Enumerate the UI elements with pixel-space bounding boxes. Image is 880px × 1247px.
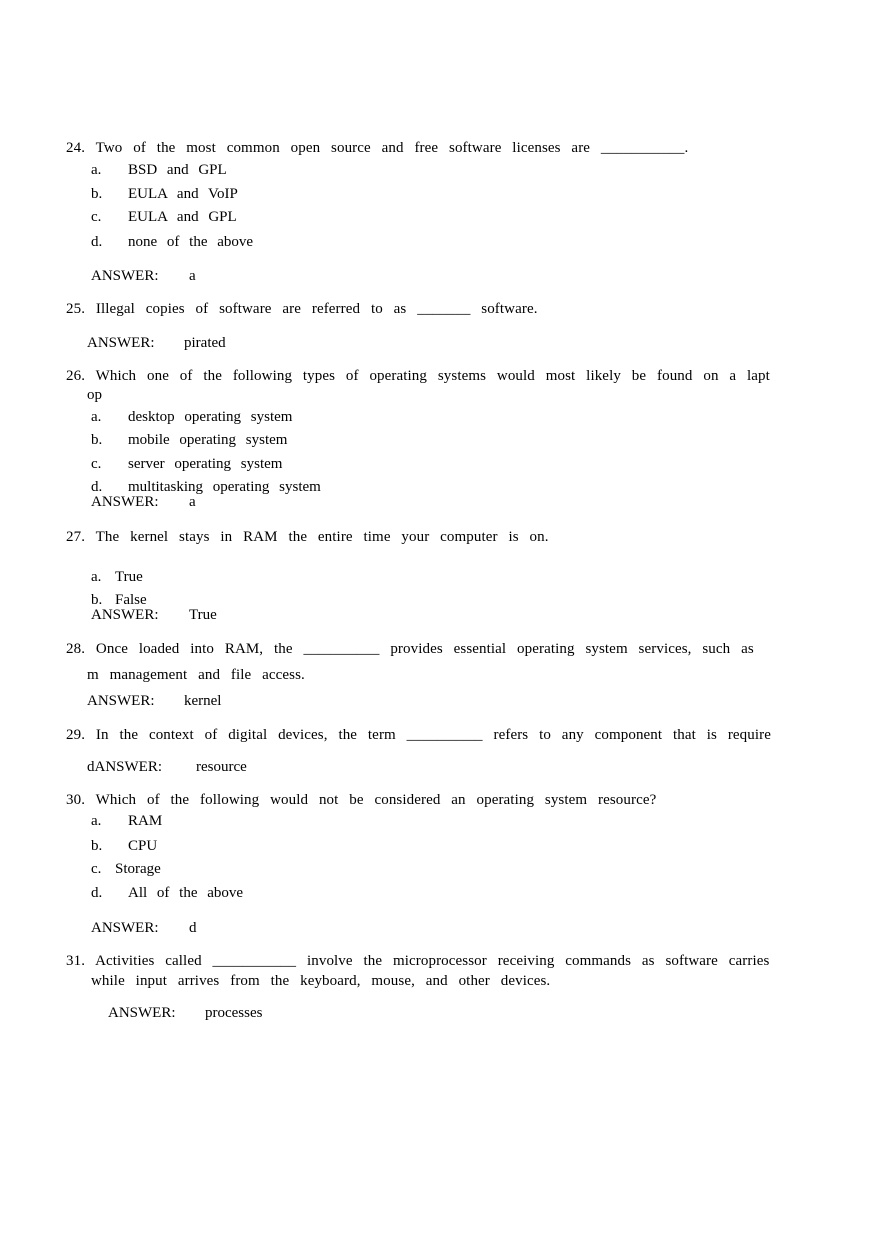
answer-label: ANSWER: (87, 693, 155, 709)
question-25-stem (66, 300, 538, 318)
answer-value: a (189, 268, 196, 284)
option-text: True (115, 569, 143, 585)
option-letter: a. (91, 162, 102, 178)
option-text: server operating system (128, 456, 283, 472)
question-26-stem (66, 367, 770, 385)
question-29-stem-continued: d (87, 759, 95, 775)
option-letter: d. (91, 885, 103, 901)
option-letter: c. (91, 209, 102, 225)
option-text: multitasking operating system (128, 479, 321, 495)
question-text: Illegal copies of software are referred to as _______ software. (95, 301, 538, 317)
answer-line (91, 919, 391, 937)
question-text: In the context of digital devices, the term __________ refers to any component that is require (95, 727, 771, 743)
question-number: 29. (66, 727, 86, 743)
answer-line (87, 334, 387, 352)
option-text: EULA and VoIP (128, 186, 238, 202)
option-text: Storage (115, 861, 161, 877)
option-letter: d. (91, 234, 103, 250)
question-number: 27. (66, 529, 86, 545)
answer-label: ANSWER: (91, 920, 159, 936)
answer-label: ANSWER: (91, 494, 159, 510)
option-letter: b. (91, 186, 103, 202)
option-text: none of the above (128, 234, 254, 250)
question-number: 24. (66, 140, 86, 156)
question-number: 31. (66, 953, 86, 969)
option-text: desktop operating system (128, 409, 293, 425)
question-26-stem-continued: op (87, 387, 102, 403)
answer-line (108, 1004, 408, 1022)
option-letter: c. (91, 861, 102, 877)
option-letter: b. (91, 432, 103, 448)
option-text: mobile operating system (128, 432, 288, 448)
answer-line (87, 692, 387, 710)
option-letter: b. (91, 838, 103, 854)
answer-line (91, 493, 391, 511)
answer-value: True (189, 607, 217, 623)
option-text: BSD and GPL (128, 162, 227, 178)
question-29-stem (66, 726, 771, 744)
answer-label: ANSWER: (91, 607, 159, 623)
question-text: Once loaded into RAM, the __________ provides essential operating system services, such as (95, 641, 754, 657)
question-text: The kernel stays in RAM the entire time your computer is on. (95, 529, 549, 545)
answer-value: kernel (184, 693, 222, 709)
option-letter: d. (91, 479, 103, 495)
question-30-stem (66, 791, 656, 809)
option-letter: c. (91, 456, 102, 472)
question-24-stem (66, 139, 688, 157)
answer-value: a (189, 494, 196, 510)
answer-line (91, 267, 391, 285)
question-text: Activities called ___________ involve the microprocessor receiving commands as software carries (95, 953, 770, 969)
option-text: CPU (128, 838, 158, 854)
option-text: RAM (128, 813, 163, 829)
answer-label: ANSWER: (108, 1005, 176, 1021)
option-letter: a. (91, 569, 102, 585)
option-text: All of the above (128, 885, 244, 901)
answer-line (91, 606, 391, 624)
question-31-stem (66, 952, 769, 970)
answer-value: resource (196, 759, 247, 775)
question-28-stem (66, 640, 754, 658)
answer-label: ANSWER: (94, 759, 162, 775)
question-27-stem (66, 528, 549, 546)
answer-label: ANSWER: (87, 335, 155, 351)
question-text: Two of the most common open source and free software licenses are ___________. (95, 140, 689, 156)
question-text: Which of the following would not be considered an operating system resource? (95, 792, 657, 808)
question-31-stem-continued: while input arrives from the keyboard, mouse, and other devices. (91, 973, 551, 989)
answer-value: d (189, 920, 197, 936)
answer-line (87, 758, 407, 776)
option-letter: a. (91, 409, 102, 425)
question-number: 28. (66, 641, 86, 657)
question-28-stem-continued: m management and file access. (87, 667, 305, 683)
question-number: 30. (66, 792, 86, 808)
answer-value: processes (205, 1005, 263, 1021)
option-text: False (115, 592, 147, 608)
option-letter: a. (91, 813, 102, 829)
question-text: Which one of the following types of operating systems would most likely be found on a lapt (95, 368, 770, 384)
question-number: 25. (66, 301, 86, 317)
answer-label: ANSWER: (91, 268, 159, 284)
option-text: EULA and GPL (128, 209, 237, 225)
question-number: 26. (66, 368, 86, 384)
option-letter: b. (91, 592, 103, 608)
answer-value: pirated (184, 335, 226, 351)
